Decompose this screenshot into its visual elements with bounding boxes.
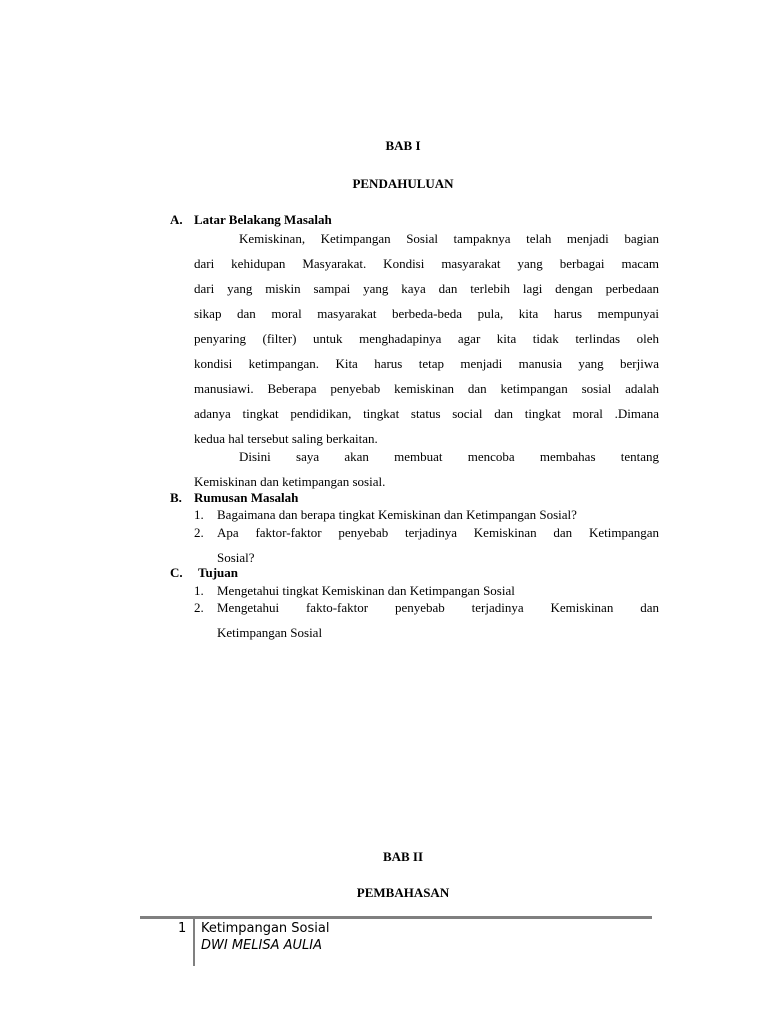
list-number: 1. (194, 583, 204, 598)
paragraph-line: dari kehidupan Masyarakat. Kondisi masyarakat yang berbagai macam (194, 256, 659, 271)
list-number: 1. (194, 507, 204, 522)
chapter-heading: BAB I (385, 138, 421, 153)
chapter-title: PENDAHULUAN (352, 176, 454, 191)
list-item-continuation: Ketimpangan Sosial (217, 625, 323, 640)
paragraph-line: Kemiskinan dan ketimpangan sosial. (194, 474, 386, 489)
paragraph-line: manusiawi. Beberapa penyebab kemiskinan dan ketimpangan sosial adalah (194, 381, 659, 396)
list-number: 2. (194, 600, 204, 615)
list-item: Apa faktor-faktor penyebab terjadinya Kemiskinan dan Ketimpangan (217, 525, 659, 540)
paragraph-line: kondisi ketimpangan. Kita harus tetap menjadi manusia yang berjiwa (194, 356, 659, 371)
paragraph-line: penyaring (filter) untuk menghadapinya agar kita tidak terlindas oleh (194, 331, 659, 346)
section-b-title: Rumusan Masalah (194, 490, 299, 505)
list-item: Bagaimana dan berapa tingkat Kemiskinan dan Ketimpangan Sosial? (217, 507, 577, 522)
footer-document-title: Ketimpangan Sosial (201, 921, 330, 936)
section-c-title: Tujuan (198, 565, 238, 580)
footer-divider (193, 916, 195, 966)
section-b-marker: B. (170, 490, 182, 505)
paragraph-line: Disini saya akan membuat mencoba membahas tentang (239, 449, 659, 464)
chapter-heading: BAB II (382, 849, 424, 864)
page-number: 1 (178, 921, 187, 936)
footer-author: DWI MELISA AULIA (201, 938, 322, 953)
section-c-marker: C. (170, 565, 183, 580)
chapter-title: PEMBAHASAN (356, 885, 450, 900)
list-item: Mengetahui tingkat Kemiskinan dan Ketimpangan Sosial (217, 583, 515, 598)
list-item: Mengetahui fakto-faktor penyebab terjadinya Kemiskinan dan (217, 600, 659, 615)
section-a-marker: A. (170, 212, 183, 227)
paragraph-line: adanya tingkat pendidikan, tingkat status social dan tingkat moral .Dimana (194, 406, 659, 421)
section-a-title: Latar Belakang Masalah (194, 212, 332, 227)
paragraph-line: dari yang miskin sampai yang kaya dan terlebih lagi dengan perbedaan (194, 281, 659, 296)
list-number: 2. (194, 525, 204, 540)
paragraph-line: Kemiskinan, Ketimpangan Sosial tampaknya telah menjadi bagian (239, 231, 659, 246)
paragraph-line: kedua hal tersebut saling berkaitan. (194, 431, 378, 446)
footer-rule (140, 916, 652, 919)
paragraph-line: sikap dan moral masyarakat berbeda-beda pula, kita harus mempunyai (194, 306, 659, 321)
list-item-continuation: Sosial? (217, 550, 255, 565)
